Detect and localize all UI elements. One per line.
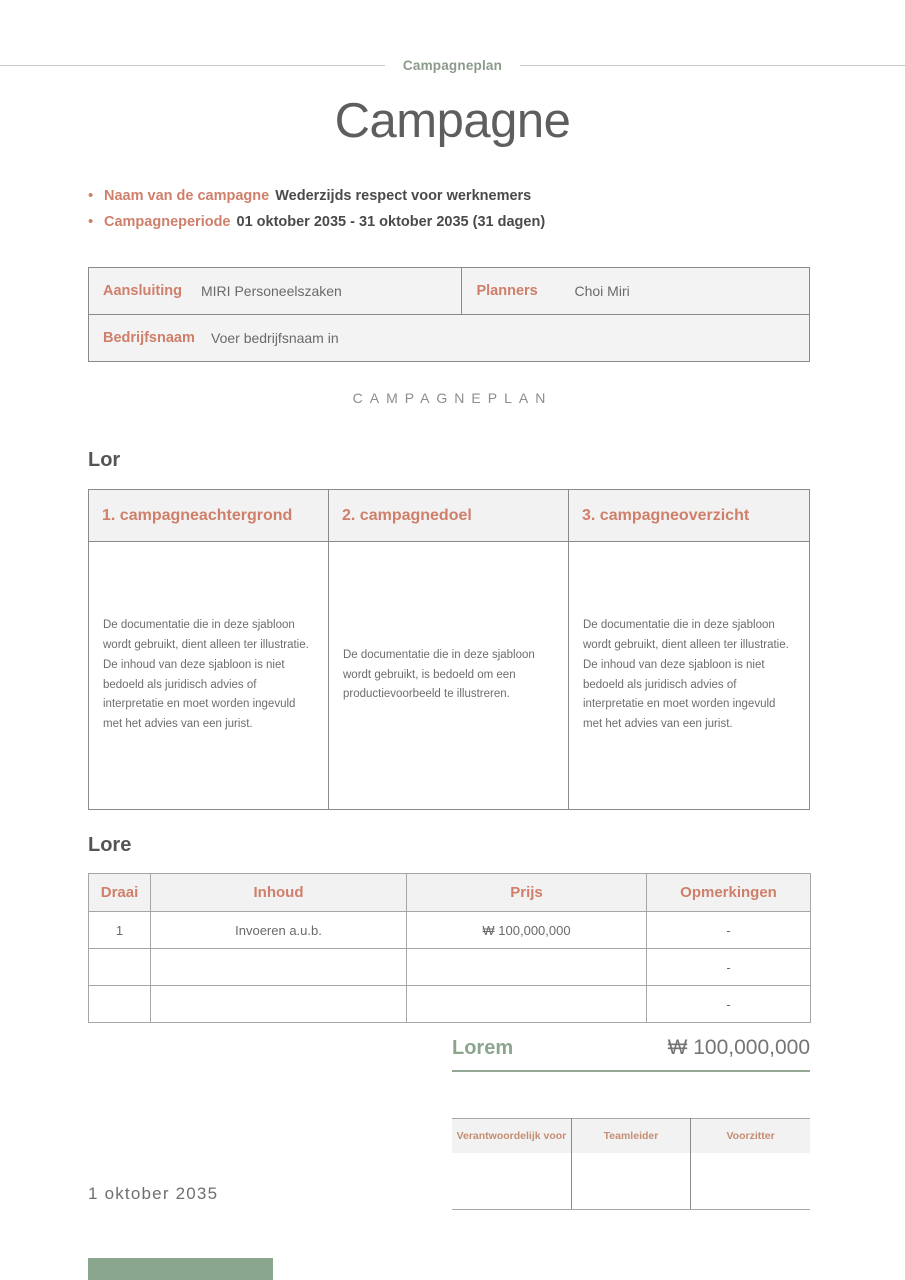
campaign-period-value: 01 oktober 2035 - 31 oktober 2035 (31 dagen) [236, 214, 546, 230]
campaign-name-label: Naam van de campagne [104, 188, 270, 204]
table-header-row [89, 874, 811, 912]
signature-header-responsible: Verantwoordelijk voor [452, 1119, 571, 1153]
cell-inhoud: Invoeren a.u.b. [151, 912, 407, 949]
section-heading-lor: Lor [88, 449, 121, 471]
column-body-overview: De documentatie die in deze sjabloon wordt gebruikt, dient alleen ter illustratie. De inhoud van deze sjabloon is niet bedoeld als juridisch advies of interpretatie en moet worden ingevuld met het advies van een jurist. [583, 619, 789, 731]
header-rule-left [0, 65, 385, 66]
column-header-draai: Draai [89, 874, 151, 912]
bullet-icon: • [88, 187, 94, 204]
cell-draai [89, 949, 151, 986]
cell-draai: 1 [89, 912, 151, 949]
bullet-icon: • [88, 213, 94, 230]
cell-inhoud [151, 949, 407, 986]
company-cell [89, 315, 809, 361]
cell-prijs [407, 949, 647, 986]
signature-header-chairman: Voorzitter [691, 1119, 810, 1153]
cell-opmerkingen: - [647, 912, 811, 949]
column-header-goal: 2. campagnedoel [329, 490, 568, 542]
total-row [452, 1036, 810, 1072]
table-row [89, 986, 811, 1023]
campaign-info-table [88, 267, 810, 362]
section-divider-label: CAMPAGNEPLAN [352, 390, 553, 406]
affiliation-value: MIRI Personeelszaken [201, 283, 342, 299]
page-title: Campagne [334, 94, 571, 148]
section-heading-lore: Lore [88, 834, 132, 856]
affiliation-label: Aansluiting [103, 283, 182, 299]
price-table [88, 873, 811, 1023]
planners-label: Planners [476, 283, 538, 299]
table-row [89, 315, 809, 361]
table-column [89, 490, 329, 809]
signature-table [452, 1118, 810, 1210]
signature-cell-chairman[interactable] [691, 1153, 810, 1210]
total-block [452, 1036, 810, 1072]
header-rule-right [520, 65, 905, 66]
table-row [89, 912, 811, 949]
cell-opmerkingen: - [647, 986, 811, 1023]
list-item [88, 188, 828, 204]
planners-value: Choi Miri [574, 283, 630, 299]
footer-accent-bar [88, 1258, 273, 1280]
table-row [89, 268, 809, 315]
column-header-prijs: Prijs [407, 874, 647, 912]
company-label: Bedrijfsnaam [103, 330, 195, 346]
signature-cell-responsible[interactable] [452, 1153, 571, 1210]
campaign-overview-table [88, 489, 810, 810]
total-amount: ₩ 100,000,000 [667, 1036, 810, 1059]
campaign-name-value: Wederzijds respect voor werknemers [275, 188, 532, 204]
list-item [88, 214, 828, 230]
total-label: Lorem [452, 1037, 514, 1059]
table-column [329, 490, 569, 809]
signature-cell-teamleader[interactable] [571, 1153, 690, 1210]
cell-prijs [407, 986, 647, 1023]
footer-date: 1 oktober 2035 [88, 1184, 219, 1203]
cell-prijs: ₩ 100,000,000 [407, 912, 647, 949]
cell-opmerkingen: - [647, 949, 811, 986]
campaign-meta-list [88, 188, 828, 240]
column-header-opmerkingen: Opmerkingen [647, 874, 811, 912]
cell-inhoud [151, 986, 407, 1023]
affiliation-cell [89, 268, 462, 314]
table-row [452, 1153, 810, 1210]
table-column [569, 490, 809, 809]
header-label: Campagneplan [402, 58, 503, 73]
column-body-background: De documentatie die in deze sjabloon wordt gebruikt, dient alleen ter illustratie. De inhoud van deze sjabloon is niet bedoeld als juridisch advies of interpretatie en moet worden ingevuld met het advies van een jurist. [103, 619, 309, 731]
signature-header-teamleader: Teamleider [571, 1119, 690, 1153]
table-header-row [452, 1119, 810, 1153]
planners-cell [462, 268, 809, 314]
column-header-inhoud: Inhoud [151, 874, 407, 912]
column-header-background: 1. campagneachtergrond [89, 490, 328, 542]
column-body-goal: De documentatie die in deze sjabloon wordt gebruikt, is bedoeld om een productievoorbeeld te illustreren. [343, 648, 535, 701]
document-header [0, 58, 905, 73]
table-row [89, 949, 811, 986]
campaign-period-label: Campagneperiode [104, 214, 231, 230]
company-value: Voer bedrijfsnaam in [211, 330, 339, 346]
column-header-overview: 3. campagneoverzicht [569, 490, 809, 542]
cell-draai [89, 986, 151, 1023]
